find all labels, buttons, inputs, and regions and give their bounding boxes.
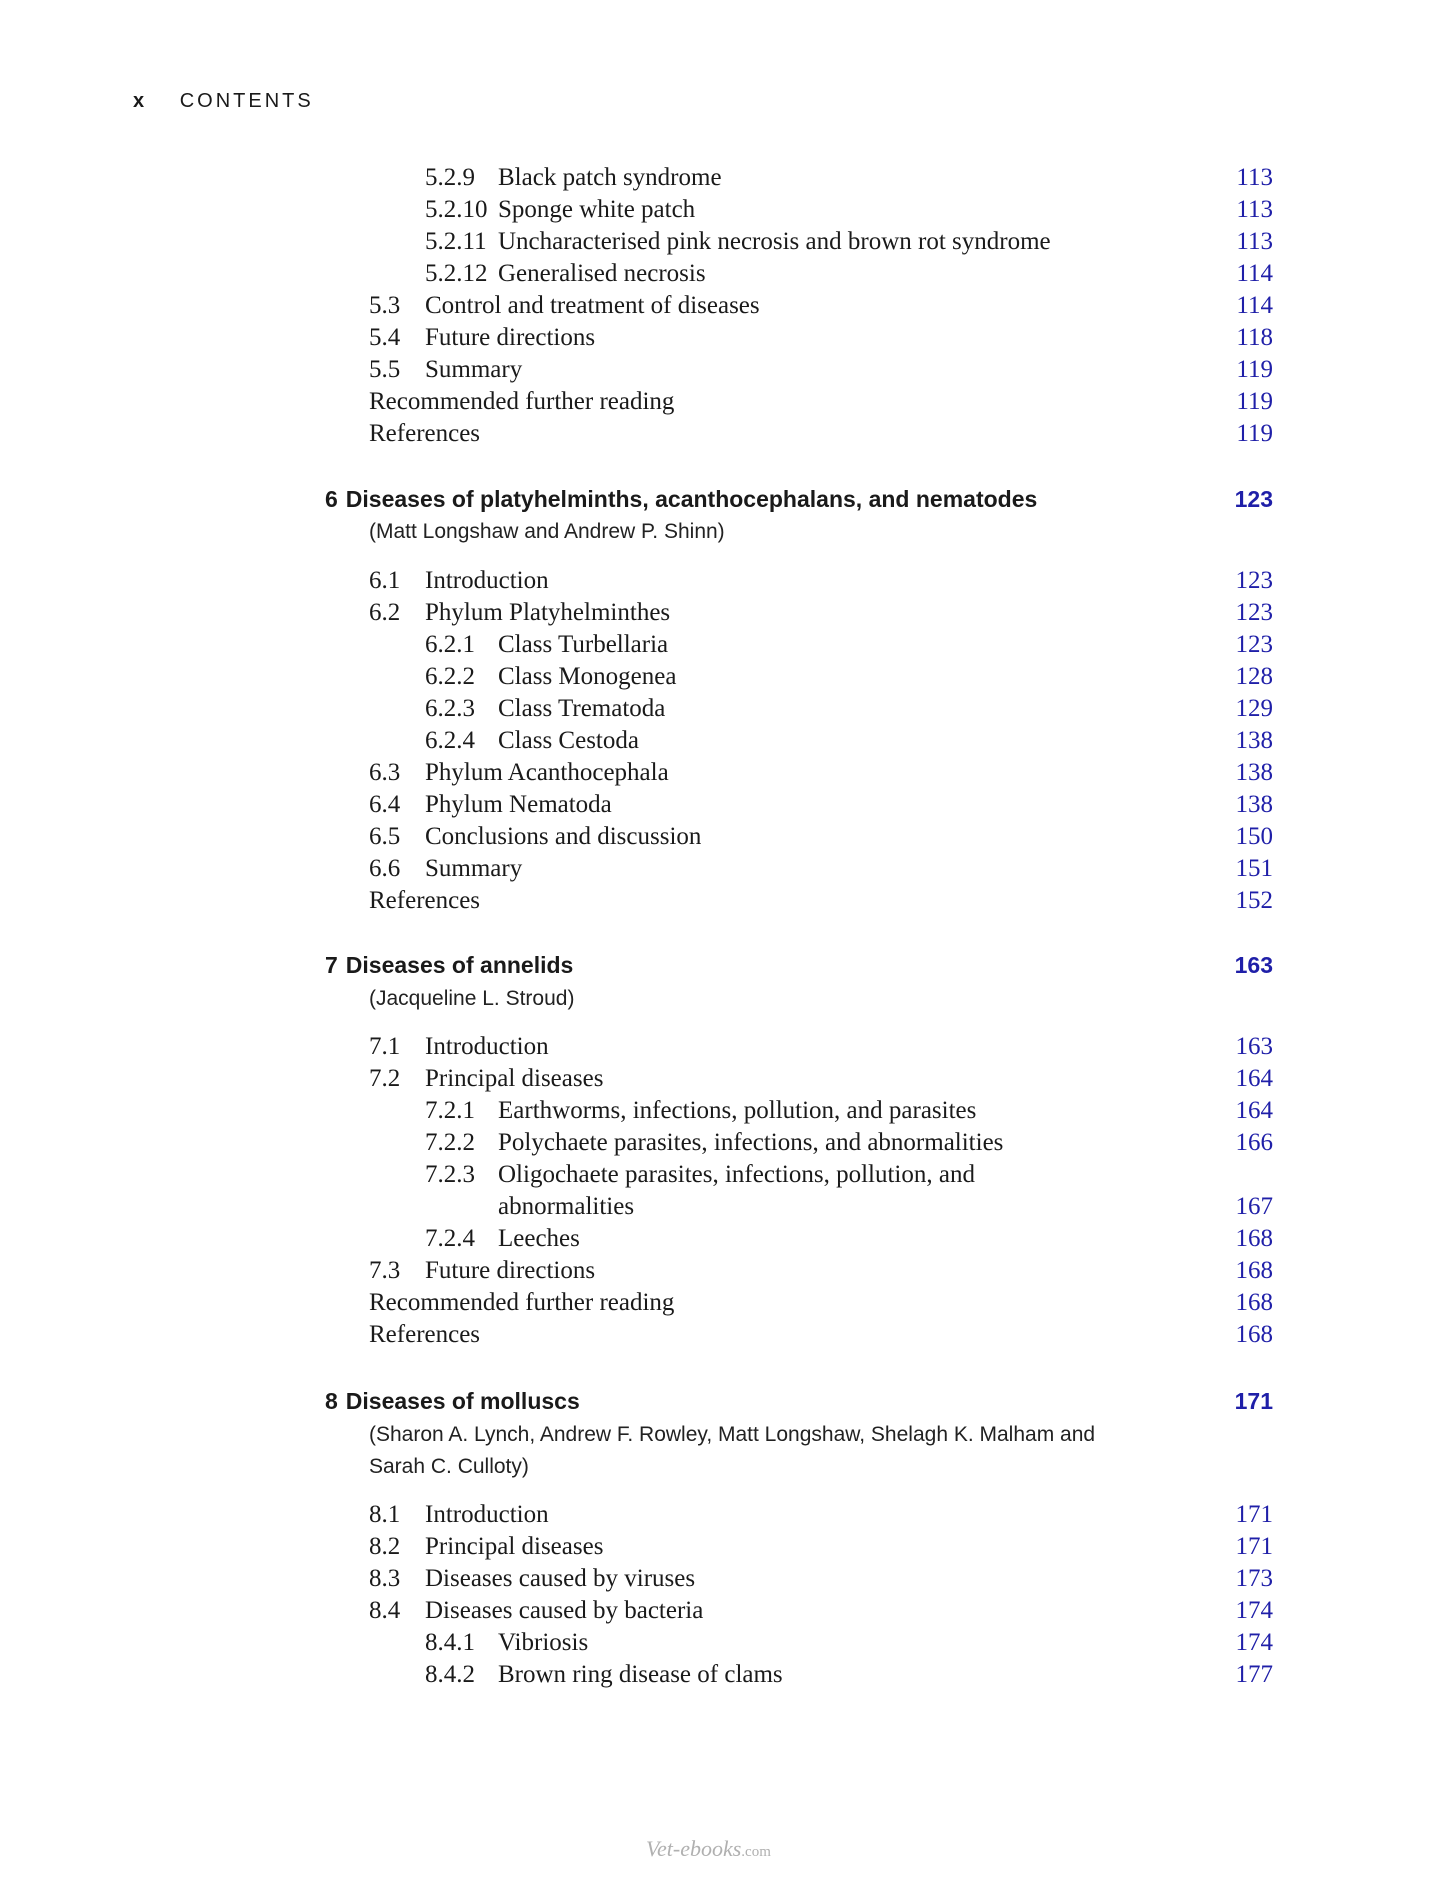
toc-entry-page[interactable]: 123 — [1235, 631, 1273, 658]
toc-entry-page[interactable]: 168 — [1235, 1225, 1273, 1252]
toc-entry-number: 5.2.11 — [425, 228, 487, 255]
toc-entry-title: Class Turbellaria — [498, 631, 669, 658]
toc-entry-title: Control and treatment of diseases — [425, 292, 760, 319]
toc-entry-number: 6.2.3 — [425, 695, 475, 722]
toc-entry-page[interactable]: 119 — [1236, 356, 1273, 383]
toc-entry-title: abnormalities — [498, 1193, 635, 1220]
toc-entry-title: Black patch syndrome — [498, 164, 722, 191]
toc-entry-page[interactable]: 114 — [1236, 260, 1273, 287]
toc-entry-page[interactable]: 171 — [1235, 1533, 1273, 1560]
chapter-authors: Sarah C. Culloty) — [369, 1455, 529, 1478]
toc-entry-page[interactable]: 152 — [1235, 887, 1273, 914]
chapter-6-heading[interactable] — [325, 482, 1037, 516]
toc-entry-page[interactable]: 119 — [1236, 388, 1273, 415]
chapter-number: 7 — [325, 952, 338, 978]
toc-entry-number: 6.4 — [369, 791, 401, 818]
toc-entry-title: Polychaete parasites, infections, and abnormalities — [498, 1129, 1004, 1156]
toc-entry-title: Class Trematoda — [498, 695, 666, 722]
toc-entry-title: Principal diseases — [425, 1533, 604, 1560]
toc-entry-title: Phylum Acanthocephala — [425, 759, 669, 786]
watermark-text: Vet-ebooks — [646, 1836, 742, 1861]
toc-entry-title: Vibriosis — [498, 1629, 589, 1656]
toc-entry-title: Oligochaete parasites, infections, pollution, and — [498, 1161, 975, 1188]
toc-entry-page[interactable]: 114 — [1236, 292, 1273, 319]
toc-entry-page[interactable]: 168 — [1235, 1321, 1273, 1348]
toc-entry-title: Future directions — [425, 1257, 596, 1284]
chapter-authors: (Matt Longshaw and Andrew P. Shinn) — [369, 520, 725, 543]
toc-entry-page[interactable]: 113 — [1236, 228, 1273, 255]
toc-entry-page[interactable]: 177 — [1235, 1661, 1273, 1688]
chapter-authors: (Sharon A. Lynch, Andrew F. Rowley, Matt Longshaw, Shelagh K. Malham and — [369, 1423, 1096, 1446]
toc-entry-page[interactable]: 174 — [1235, 1629, 1273, 1656]
toc-entry-title: Class Monogenea — [498, 663, 677, 690]
toc-entry-page[interactable]: 164 — [1235, 1097, 1273, 1124]
toc-entry-number: 5.3 — [369, 292, 401, 319]
toc-entry-number: 7.2.2 — [425, 1129, 475, 1156]
toc-entry-page[interactable]: 119 — [1236, 420, 1273, 447]
toc-entry-number: 5.2.12 — [425, 260, 488, 287]
toc-entry-number: 8.4 — [369, 1597, 401, 1624]
toc-entry-title: Summary — [425, 855, 523, 882]
toc-entry-number: 6.2.4 — [425, 727, 475, 754]
toc-entry-title: Summary — [425, 356, 523, 383]
toc-entry-page[interactable]: 123 — [1235, 567, 1273, 594]
toc-entry-number: 5.2.9 — [425, 164, 475, 191]
toc-entry-number: 6.5 — [369, 823, 401, 850]
toc-entry-page[interactable]: 138 — [1235, 759, 1273, 786]
toc-entry-number: 6.1 — [369, 567, 401, 594]
watermark-suffix: .com — [741, 1844, 771, 1860]
toc-entry-page[interactable]: 174 — [1235, 1597, 1273, 1624]
toc-entry-title: References — [369, 1321, 481, 1348]
chapter-7-heading[interactable] — [325, 948, 573, 982]
toc-entry-page[interactable]: 138 — [1235, 727, 1273, 754]
toc-entry-page[interactable]: 129 — [1235, 695, 1273, 722]
toc-entry-number: 6.2.1 — [425, 631, 475, 658]
toc-entry-title: Phylum Nematoda — [425, 791, 612, 818]
running-head-label: CONTENTS — [179, 90, 314, 112]
toc-entry-number: 7.2.1 — [425, 1097, 475, 1124]
toc-entry-title: Generalised necrosis — [498, 260, 706, 287]
page-folio: x — [133, 90, 148, 112]
toc-entry-title: Introduction — [425, 1033, 549, 1060]
running-head — [133, 90, 314, 113]
toc-entry-number: 8.1 — [369, 1501, 401, 1528]
chapter-page[interactable]: 123 — [1234, 486, 1273, 512]
chapter-page[interactable]: 163 — [1234, 952, 1273, 978]
toc-entry-title: Introduction — [425, 1501, 549, 1528]
toc-entry-page[interactable]: 164 — [1235, 1065, 1273, 1092]
toc-entry-title: Introduction — [425, 567, 549, 594]
toc-entry-title: Brown ring disease of clams — [498, 1661, 783, 1688]
toc-entry-title: Earthworms, infections, pollution, and parasites — [498, 1097, 977, 1124]
toc-entry-page[interactable]: 167 — [1235, 1193, 1273, 1220]
toc-entry-title: Uncharacterised pink necrosis and brown rot syndrome — [498, 228, 1051, 255]
chapter-number: 6 — [325, 486, 338, 512]
toc-entry-number: 5.2.10 — [425, 196, 488, 223]
toc-entry-page[interactable]: 173 — [1235, 1565, 1273, 1592]
toc-entry-title: Future directions — [425, 324, 596, 351]
toc-entry-title: Diseases caused by viruses — [425, 1565, 696, 1592]
toc-entry-number: 5.5 — [369, 356, 401, 383]
toc-entry-title: Recommended further reading — [369, 388, 675, 415]
toc-entry-number: 6.2 — [369, 599, 401, 626]
toc-entry-title: Diseases caused by bacteria — [425, 1597, 704, 1624]
watermark-logo — [646, 1836, 771, 1862]
toc-entry-number: 5.4 — [369, 324, 401, 351]
toc-entry-title: References — [369, 887, 481, 914]
chapter-title: Diseases of molluscs — [345, 1388, 580, 1414]
toc-entry-number: 8.4.2 — [425, 1661, 475, 1688]
toc-entry-number: 8.2 — [369, 1533, 401, 1560]
toc-entry-title: Principal diseases — [425, 1065, 604, 1092]
toc-entry-title: Class Cestoda — [498, 727, 639, 754]
toc-entry-number: 6.6 — [369, 855, 401, 882]
toc-entry-title: References — [369, 420, 481, 447]
toc-entry-number: 7.3 — [369, 1257, 401, 1284]
toc-entry-number: 6.2.2 — [425, 663, 475, 690]
toc-entry-title: Leeches — [498, 1225, 580, 1252]
toc-entry-page[interactable]: 113 — [1236, 196, 1273, 223]
toc-entry-page[interactable]: 168 — [1235, 1257, 1273, 1284]
toc-entry-number: 6.3 — [369, 759, 401, 786]
toc-entry-number: 7.2 — [369, 1065, 401, 1092]
toc-entry-page[interactable]: 150 — [1235, 823, 1273, 850]
toc-entry-title: Phylum Platyhelminthes — [425, 599, 671, 626]
chapter-title: Diseases of platyhelminths, acanthocephalans, and nematodes — [345, 486, 1038, 512]
toc-entry-page[interactable]: 151 — [1235, 855, 1273, 882]
chapter-8-heading[interactable] — [325, 1384, 580, 1418]
toc-entry-page[interactable]: 171 — [1235, 1501, 1273, 1528]
toc-entry-page[interactable]: 118 — [1236, 324, 1273, 351]
toc-entry-number: 7.2.3 — [425, 1161, 475, 1188]
chapter-page[interactable]: 171 — [1234, 1388, 1273, 1414]
toc-entry-page[interactable]: 128 — [1235, 663, 1273, 690]
toc-entry-page[interactable]: 123 — [1235, 599, 1273, 626]
toc-entry-number: 7.1 — [369, 1033, 401, 1060]
toc-entry-page[interactable]: 138 — [1235, 791, 1273, 818]
toc-entry-title: Sponge white patch — [498, 196, 696, 223]
toc-entry-page[interactable]: 166 — [1235, 1129, 1273, 1156]
toc-entry-number: 8.4.1 — [425, 1629, 475, 1656]
toc-entry-page[interactable]: 163 — [1235, 1033, 1273, 1060]
toc-entry-title: Recommended further reading — [369, 1289, 675, 1316]
toc-entry-title: Conclusions and discussion — [425, 823, 702, 850]
toc-entry-number: 7.2.4 — [425, 1225, 475, 1252]
chapter-number: 8 — [325, 1388, 338, 1414]
toc-entry-page[interactable]: 168 — [1235, 1289, 1273, 1316]
chapter-title: Diseases of annelids — [345, 952, 574, 978]
toc-entry-number: 8.3 — [369, 1565, 401, 1592]
chapter-authors: (Jacqueline L. Stroud) — [369, 987, 575, 1010]
toc-entry-page[interactable]: 113 — [1236, 164, 1273, 191]
